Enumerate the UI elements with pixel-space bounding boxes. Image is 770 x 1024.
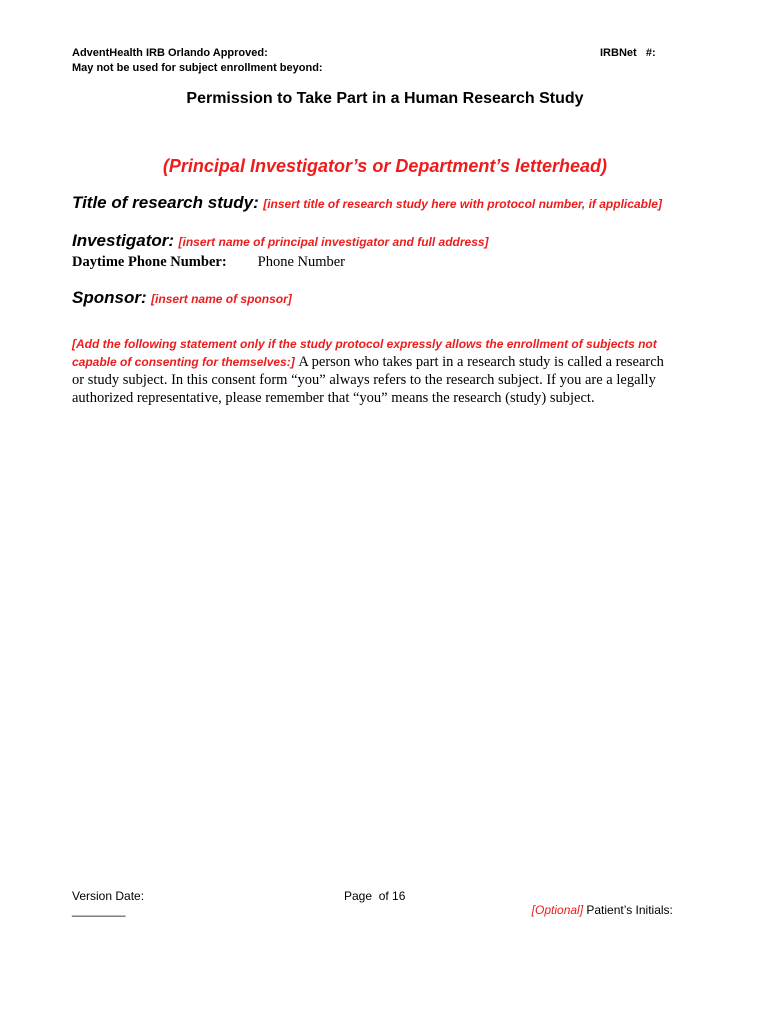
sponsor-label: Sponsor: xyxy=(72,288,147,307)
version-date-label: Version Date: xyxy=(72,889,145,903)
statement-text-line1: A person who takes part in a research study is called a research xyxy=(298,354,664,370)
phone-value: Phone Number xyxy=(257,254,346,270)
version-date-blank: ________ xyxy=(72,903,126,917)
patient-initials xyxy=(525,889,673,917)
enrollment-line: May not be used for subject enrollment beyond: xyxy=(72,62,323,74)
investigator-label: Investigator: xyxy=(72,231,175,250)
phone-label: Daytime Phone Number: xyxy=(72,254,227,270)
sponsor-placeholder: [insert name of sponsor] xyxy=(151,292,292,306)
statement-text-line2: or study subject. In this consent form “you” always refers to the research subject. If you are a legally xyxy=(72,372,656,388)
initials-label: Patient’s Initials: xyxy=(583,903,673,917)
irb-approval-header xyxy=(72,46,323,76)
phone-row xyxy=(72,254,345,271)
letterhead-placeholder: (Principal Investigator’s or Department’s letterhead) xyxy=(162,156,608,176)
page-number: Page of 16 xyxy=(344,889,406,903)
investigator-row xyxy=(72,231,489,251)
statement-note-line1: [Add the following statement only if the study protocol expressly allows the enrollment of subjects not xyxy=(72,337,657,351)
approved-line: AdventHealth IRB Orlando Approved: xyxy=(72,47,268,59)
investigator-placeholder: [insert name of principal investigator and full address] xyxy=(178,235,489,249)
optional-tag: [Optional] xyxy=(531,903,584,917)
footer-version xyxy=(72,889,144,917)
consent-statement xyxy=(72,336,712,407)
statement-note-line2: capable of consenting for themselves:] xyxy=(72,355,295,369)
document-title: Permission to Take Part in a Human Research Study xyxy=(186,90,584,107)
irbnet-number: IRBNet #: xyxy=(600,47,656,59)
statement-text-line3: authorized representative, please remember that “you” means the research (study) subject. xyxy=(72,390,595,406)
sponsor-row xyxy=(72,288,292,308)
study-title-row xyxy=(72,193,662,213)
study-title-label: Title of research study: xyxy=(72,193,259,212)
study-title-placeholder: [insert title of research study here with protocol number, if applicable] xyxy=(263,197,662,211)
